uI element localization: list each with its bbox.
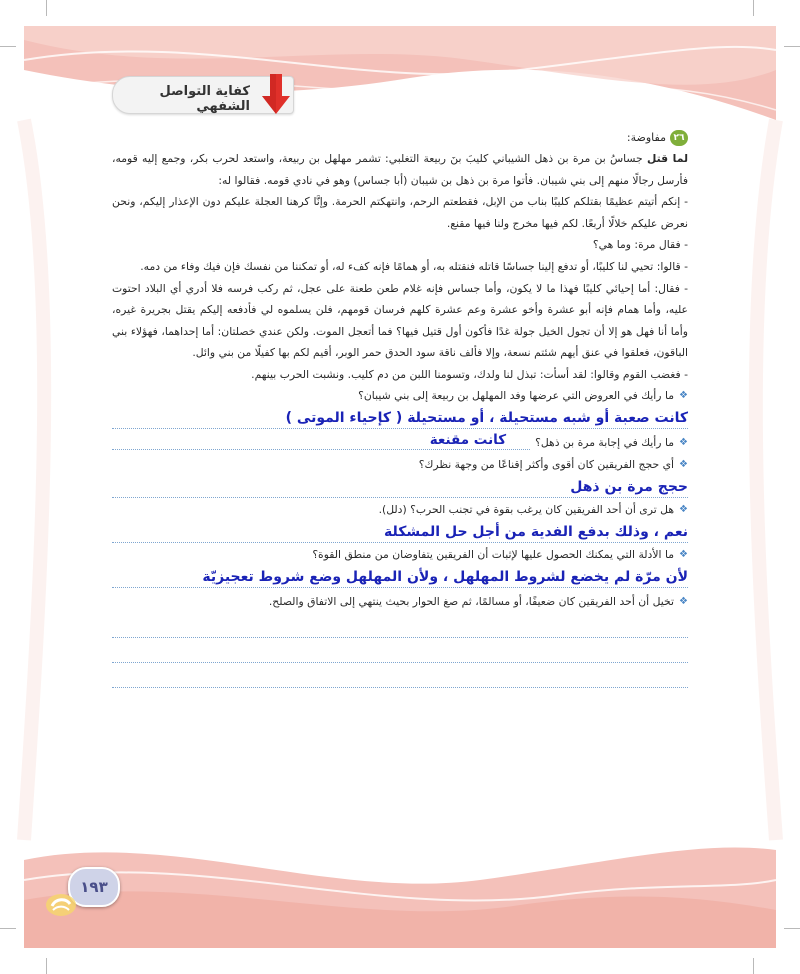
answer-line[interactable] (112, 432, 530, 450)
question-item (112, 431, 688, 455)
question-item (112, 455, 688, 476)
answer-line[interactable] (112, 638, 688, 663)
page-number: ١٩٣ (68, 867, 120, 907)
handwritten-answer: نعم ، وذلك بدفع الفدية من أجل حل المشكلة (384, 523, 688, 540)
handwritten-answer: كانت صعبة أو شبه مستحيلة ، أو مستحيلة ( كإحياء الموتى ) (285, 409, 688, 426)
arrow-down-icon (262, 74, 290, 114)
story-paragraph: - قالوا: تحيي لنا كليبًا، أو تدفع إلينا جساسًا قاتله فنقتله به، أو همامًا فإنه كفء له، أو تمكننا من نفسك فإن فيك وفاء من دمه. (140, 259, 688, 273)
story-paragraph: - فقال مرة: وما هي؟ (592, 238, 688, 252)
answer-line[interactable] (112, 566, 688, 590)
exercise-heading (112, 128, 688, 148)
question-item (112, 500, 688, 521)
handwritten-answer: حجج مرة بن ذهل (570, 478, 688, 495)
story-paragraph: - فقال: أما إحيائي كليبًا فهذا ما لا يكون، وأما جساس فإنه غلام طعن طعنة على عجل، ثم ركب فرسه فلا أدري أي البلاد احتوت عليه، وأما همام فإنه أبو عشرة وأخو عشرة وعم عشرة كلهم فرسان قومهم، فلن يسلموه لي فأدفعه إليكم يقتل بجريرة غيره، وأما أنا فهل هو إلا أن تجول الخيل جولة غدًا فأكون أول قتيل فيها؟ فما أتعجل الموت. ولكن عندي خصلتان: أما إحداهما، فهؤلاء بني الباقون، فعلقوا في عنق أيهم شئتم نسعة، وإلا فألف ناقة سود الحدق حمر الوبر، أقيم لكم بها كفيلًا من بني وائل. (112, 281, 688, 360)
question-item (112, 386, 688, 407)
diamond-bullet-icon: ❖ (679, 549, 688, 561)
answer-line[interactable] (112, 476, 688, 500)
answer-line[interactable] (112, 407, 688, 431)
story-paragraph: لما قتل جساسُ بن مرة بن ذهل الشيباني كليبَ بنَ ربيعة التغلبي: تشمر مهلهل بن ربيعة، واستعد لحرب بكر، وجمع إليه قومه، فأرسل رجالًا منهم إلى بني شيبان. فأتوا مرة بن ذهل بن شيبان (أبا جساس) وهو في نادي قومه. فقالوا له: (112, 152, 688, 187)
story-paragraph: - فغضب القوم وقالوا: لقد أسأت: تبذل لنا ولدك، وتسومنا اللبن من دم كليب. ونشبت الحرب بينهم. (251, 367, 688, 381)
crop-mark (46, 958, 47, 974)
crop-mark (784, 928, 800, 929)
question-text: ما رأيك في العروض التي عرضها وفد المهلهل بن ربيعة إلى بني شيبان؟ (358, 389, 675, 403)
crop-mark (46, 0, 47, 16)
question-text: تخيل أن أحد الفريقين كان ضعيفًا، أو مسالمًا، ثم صغ الحوار بحيث ينتهي إلى الاتفاق والصلح. (268, 595, 675, 609)
diamond-bullet-icon: ❖ (679, 596, 688, 608)
answer-line[interactable] (112, 613, 688, 638)
question-text: هل ترى أن أحد الفريقين كان يرغب بقوة في تجنب الحرب؟ (دلل). (378, 503, 675, 517)
diamond-bullet-icon: ❖ (679, 390, 688, 402)
crop-mark (753, 958, 754, 974)
handwritten-answer: لأن مرّة لم يخضع لشروط المهلهل ، ولأن المهلهل وضع شروط تعجيزيّة (202, 568, 688, 585)
question-item (112, 592, 688, 613)
section-header-title: كفاية التواصل الشفهي (159, 84, 250, 114)
exercise-number: ٢٦ (670, 130, 688, 146)
crop-mark (784, 46, 800, 47)
crop-mark (0, 928, 16, 929)
question-item (112, 545, 688, 566)
main-content (112, 128, 688, 688)
diamond-bullet-icon: ❖ (679, 459, 688, 471)
story-paragraph: - إنكم أتيتم عظيمًا بقتلكم كليبًا بناب من الإبل، فقطعتم الرحم، وانتهكتم الحرمة. وإنَّا كرهنا العجلة عليكم دون الإعذار إليكم، ونحن نعرض عليكم خلالًا أربعًا. لكم فيها مخرج ولنا فيها مقنع. (112, 195, 688, 230)
question-text: ما رأيك في إجابة مرة بن ذهل؟ (535, 435, 675, 449)
question-text: ما الأدلة التي يمكنك الحصول عليها لإثبات أن الفريقين يتفاوضان من منطق القوة؟ (312, 548, 675, 562)
answer-line[interactable] (112, 521, 688, 545)
handwritten-answer: كانت مقنعة (429, 432, 507, 449)
crop-mark (0, 46, 16, 47)
exercise-title: مفاوضة: (626, 131, 666, 145)
diamond-bullet-icon: ❖ (679, 504, 688, 516)
diamond-bullet-icon: ❖ (679, 436, 688, 448)
crop-mark (753, 0, 754, 16)
answer-line[interactable] (112, 663, 688, 688)
question-text: أي حجج الفريقين كان أقوى وأكثر إقناعًا من وجهة نظرك؟ (418, 458, 675, 472)
publisher-logo-icon (44, 890, 78, 918)
